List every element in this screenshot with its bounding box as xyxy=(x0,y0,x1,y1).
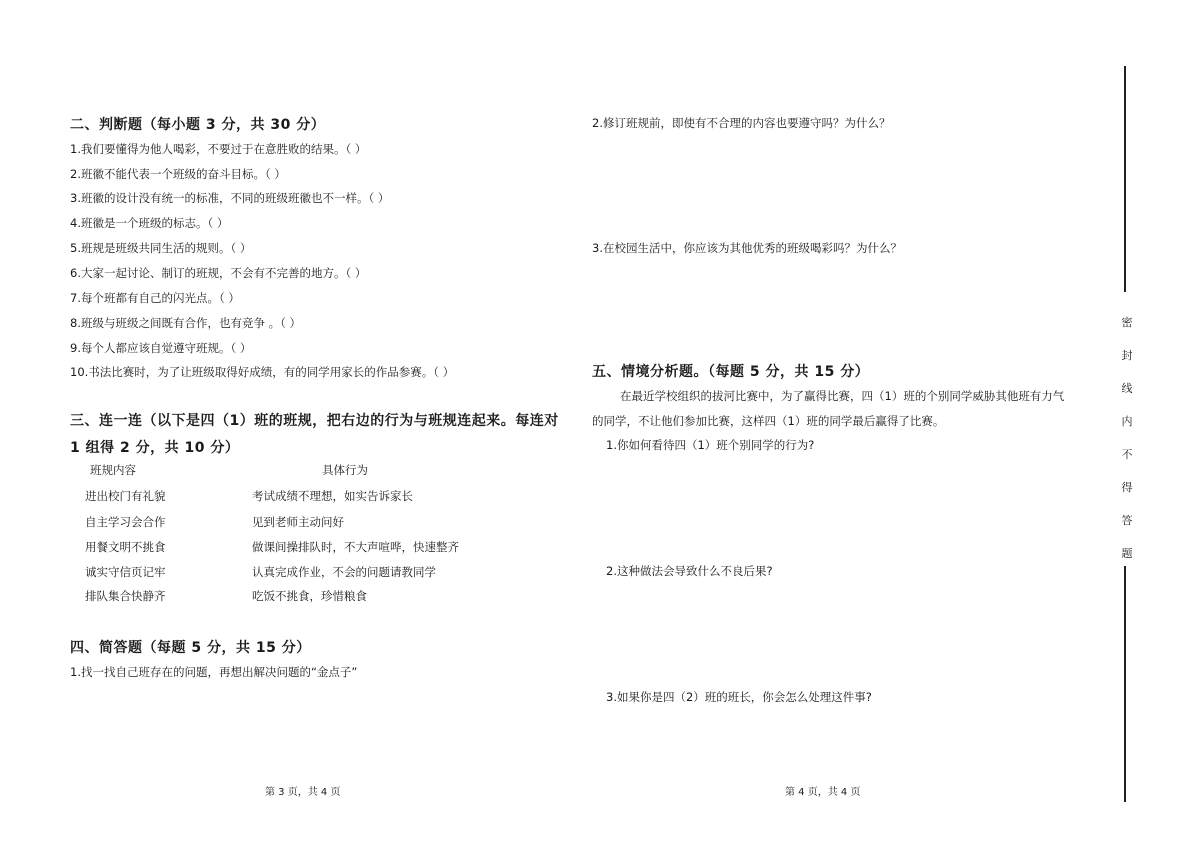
seal-char-2: 封 xyxy=(1121,349,1133,362)
binding-line-bottom xyxy=(1124,566,1126,802)
rule-item-4: 诚实守信页记牢 xyxy=(85,565,166,579)
seal-char-4: 内 xyxy=(1121,415,1133,428)
judge-item-10: 10.书法比赛时，为了让班级取得好成绩，有的同学用家长的作品参赛。（ ） xyxy=(70,365,455,379)
rules-column-header: 班规内容 xyxy=(90,463,136,477)
section-3-title-line2: 1 组得 2 分，共 10 分） xyxy=(70,440,240,456)
binding-line-top xyxy=(1124,66,1126,292)
seal-char-7: 答 xyxy=(1121,514,1133,527)
judge-item-4: 4.班徽是一个班级的标志。（ ） xyxy=(70,216,229,230)
section-4-title: 四、简答题（每题 5 分，共 15 分） xyxy=(70,640,311,656)
seal-char-8: 题 xyxy=(1121,547,1133,560)
rule-item-5: 排队集合快静齐 xyxy=(85,589,166,603)
scenario-text-line2: 的同学，不让他们参加比赛，这样四（1）班的同学最后赢得了比赛。 xyxy=(592,414,945,428)
judge-item-7: 7.每个班都有自己的闪光点。（ ） xyxy=(70,291,240,305)
judge-item-1: 1.我们要懂得为他人喝彩，不要过于在意胜败的结果。（ ） xyxy=(70,142,367,156)
page-footer-right: 第 4 页，共 4 页 xyxy=(785,787,861,798)
page-footer-left: 第 3 页，共 4 页 xyxy=(265,787,341,798)
seal-char-5: 不 xyxy=(1121,448,1133,461)
short-answer-q1: 1.找一找自己班存在的问题，再想出解决问题的“金点子” xyxy=(70,665,358,679)
behavior-item-3: 做课间操排队时，不大声喧哗，快速整齐 xyxy=(252,540,459,554)
rule-item-2: 自主学习会合作 xyxy=(85,515,166,529)
rule-item-1: 进出校门有礼貌 xyxy=(85,489,166,503)
judge-item-9: 9.每个人都应该自觉遵守班规。（ ） xyxy=(70,341,252,355)
behavior-item-4: 认真完成作业，不会的问题请教同学 xyxy=(252,565,436,579)
scenario-q2: 2.这种做法会导致什么不良后果? xyxy=(606,564,773,578)
section-2-title: 二、判断题（每小题 3 分，共 30 分） xyxy=(70,117,326,133)
seal-char-1: 密 xyxy=(1121,316,1133,329)
seal-char-6: 得 xyxy=(1121,481,1133,494)
section-3-title-line1: 三、连一连（以下是四（1）班的班规，把右边的行为与班规连起来。每连对 xyxy=(70,413,559,429)
judge-item-8: 8.班级与班级之间既有合作，也有竞争 。（ ） xyxy=(70,316,302,330)
seal-char-3: 线 xyxy=(1121,382,1133,395)
judge-item-2: 2.班徽不能代表一个班级的奋斗目标。（ ） xyxy=(70,167,286,181)
short-answer-q3: 3.在校园生活中，你应该为其他优秀的班级喝彩吗？为什么？ xyxy=(592,241,902,255)
behavior-item-1: 考试成绩不理想，如实告诉家长 xyxy=(252,489,413,503)
behavior-item-2: 见到老师主动问好 xyxy=(252,515,344,529)
scenario-q1: 1.你如何看待四（1）班个别同学的行为? xyxy=(606,438,815,452)
behavior-item-5: 吃饭不挑食，珍惜粮食 xyxy=(252,589,367,603)
short-answer-q2: 2.修订班规前，即使有不合理的内容也要遵守吗？为什么？ xyxy=(592,116,891,130)
judge-item-3: 3.班徽的设计没有统一的标准，不同的班级班徽也不一样。（ ） xyxy=(70,191,390,205)
rule-item-3: 用餐文明不挑食 xyxy=(85,540,166,554)
scenario-q3: 3.如果你是四（2）班的班长，你会怎么处理这件事? xyxy=(606,690,872,704)
section-5-title: 五、情境分析题。（每题 5 分，共 15 分） xyxy=(592,364,870,380)
judge-item-6: 6.大家一起讨论、制订的班规，不会有不完善的地方。（ ） xyxy=(70,266,367,280)
scenario-text-line1: 在最近学校组织的拔河比赛中，为了赢得比赛，四（1）班的个别同学威胁其他班有力气 xyxy=(620,389,1065,403)
judge-item-5: 5.班规是班级共同生活的规则。（ ） xyxy=(70,241,252,255)
behaviors-column-header: 具体行为 xyxy=(322,463,368,477)
